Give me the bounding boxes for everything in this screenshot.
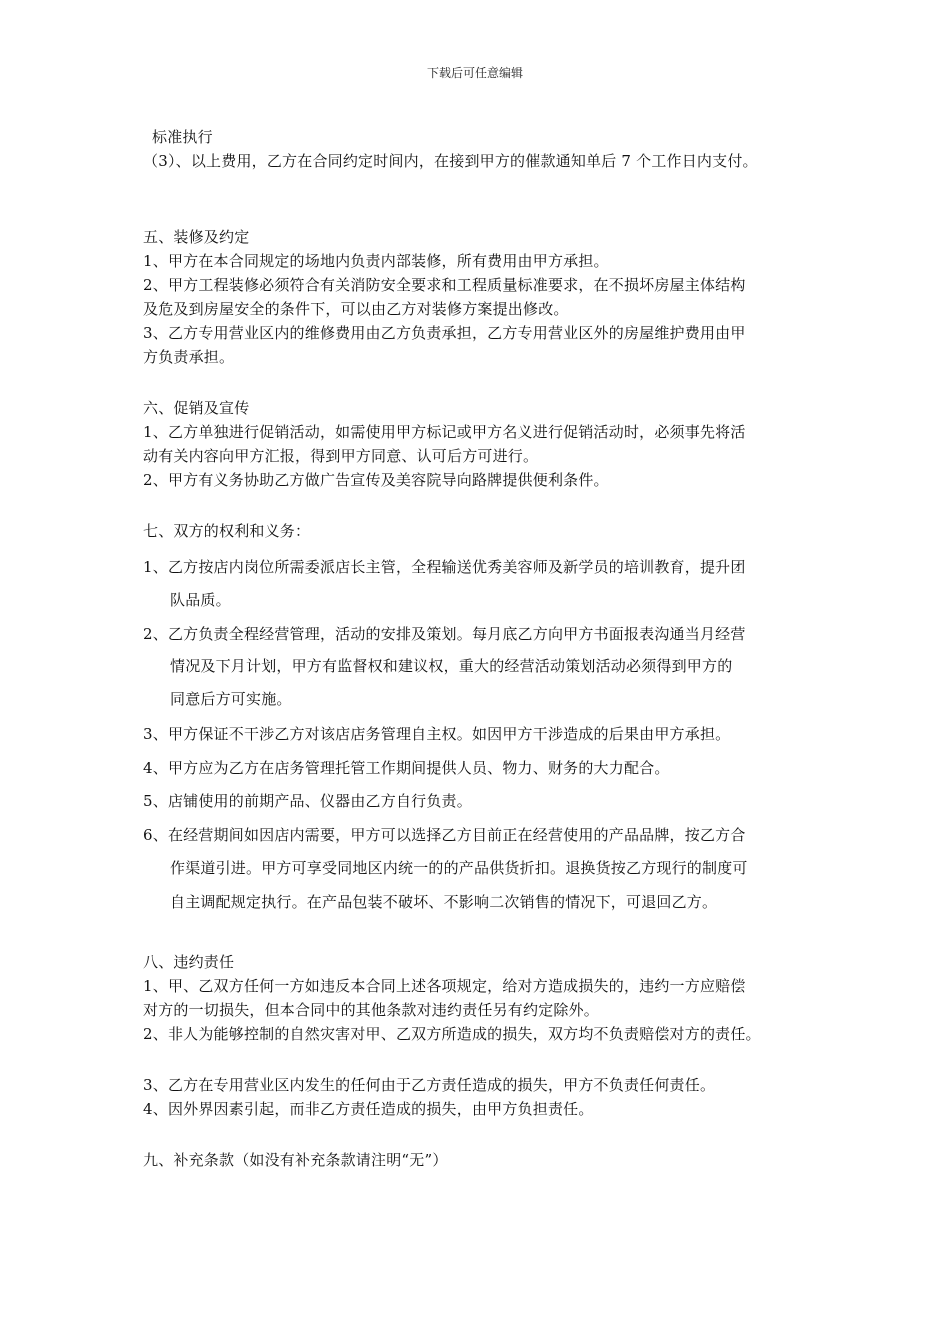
text-line: 标准执行 bbox=[152, 128, 213, 146]
section-heading: 七、双方的权利和义务： bbox=[143, 522, 311, 540]
section-heading: 六、促销及宣传 bbox=[143, 399, 250, 417]
text-line: 4、因外界因素引起，而非乙方责任造成的损失，由甲方负担责任。 bbox=[143, 1100, 594, 1118]
text-line: 队品质。 bbox=[170, 591, 231, 609]
text-line: 4、甲方应为乙方在店务管理托管工作期间提供人员、物力、财务的大力配合。 bbox=[143, 759, 670, 777]
text-line: 2、甲方有义务协助乙方做广告宣传及美容院导向路牌提供便利条件。 bbox=[143, 471, 609, 489]
text-line: 3、乙方专用营业区内的维修费用由乙方负责承担，乙方专用营业区外的房屋维护费用由甲 bbox=[143, 324, 746, 342]
page-header: 下载后可任意编辑 bbox=[426, 66, 523, 80]
text-line: 2、甲方工程装修必须符合有关消防安全要求和工程质量标准要求，在不损坏房屋主体结构 bbox=[143, 276, 746, 294]
text-line: 同意后方可实施。 bbox=[170, 690, 292, 708]
text-line: 5、店铺使用的前期产品、仪器由乙方自行负责。 bbox=[143, 792, 472, 810]
text-line: 1、甲、乙双方任何一方如违反本合同上述各项规定，给对方造成损失的，违约一方应赔偿 bbox=[143, 977, 746, 995]
section-heading: 九、补充条款（如没有补充条款请注明“无”） bbox=[143, 1151, 448, 1169]
text-line: 1、乙方按店内岗位所需委派店长主管，全程输送优秀美容师及新学员的培训教育，提升团 bbox=[143, 558, 746, 576]
text-line: 6、在经营期间如因店内需要，甲方可以选择乙方目前正在经营使用的产品品牌，按乙方合 bbox=[143, 826, 746, 844]
text-line: 1、甲方在本合同规定的场地内负责内部装修，所有费用由甲方承担。 bbox=[143, 252, 609, 270]
text-line: 3、乙方在专用营业区内发生的任何由于乙方责任造成的损失，甲方不负责任何责任。 bbox=[143, 1076, 716, 1094]
text-line: 2、非人为能够控制的自然灾害对甲、乙双方所造成的损失，双方均不负责赔偿对方的责任。 bbox=[143, 1025, 761, 1043]
text-line: 自主调配规定执行。在产品包装不破坏、不影响二次销售的情况下，可退回乙方。 bbox=[170, 893, 718, 911]
text-line: 动有关内容向甲方汇报，得到甲方同意、认可后方可进行。 bbox=[143, 447, 539, 465]
text-line: 及危及到房屋安全的条件下，可以由乙方对装修方案提出修改。 bbox=[143, 300, 569, 318]
text-line: （3）、以上费用，乙方在合同约定时间内，在接到甲方的催款通知单后 7 个工作日内支付。 bbox=[143, 152, 758, 170]
text-line: 3、甲方保证不干涉乙方对该店店务管理自主权。如因甲方干涉造成的后果由甲方承担。 bbox=[143, 725, 731, 743]
text-line: 1、乙方单独进行促销活动，如需使用甲方标记或甲方名义进行促销活动时，必须事先将活 bbox=[143, 423, 746, 441]
section-heading: 五、装修及约定 bbox=[143, 228, 250, 246]
text-line: 方负责承担。 bbox=[143, 348, 235, 366]
text-line: 对方的一切损失，但本合同中的其他条款对违约责任另有约定除外。 bbox=[143, 1001, 600, 1019]
section-heading: 八、违约责任 bbox=[143, 953, 235, 971]
text-line: 情况及下月计划，甲方有监督权和建议权，重大的经营活动策划活动必须得到甲方的 bbox=[170, 657, 733, 675]
text-line: 作渠道引进。甲方可享受同地区内统一的的产品供货折扣。退换货按乙方现行的制度可 bbox=[170, 859, 748, 877]
text-line: 2、乙方负责全程经营管理，活动的安排及策划。每月底乙方向甲方书面报表沟通当月经营 bbox=[143, 625, 746, 643]
